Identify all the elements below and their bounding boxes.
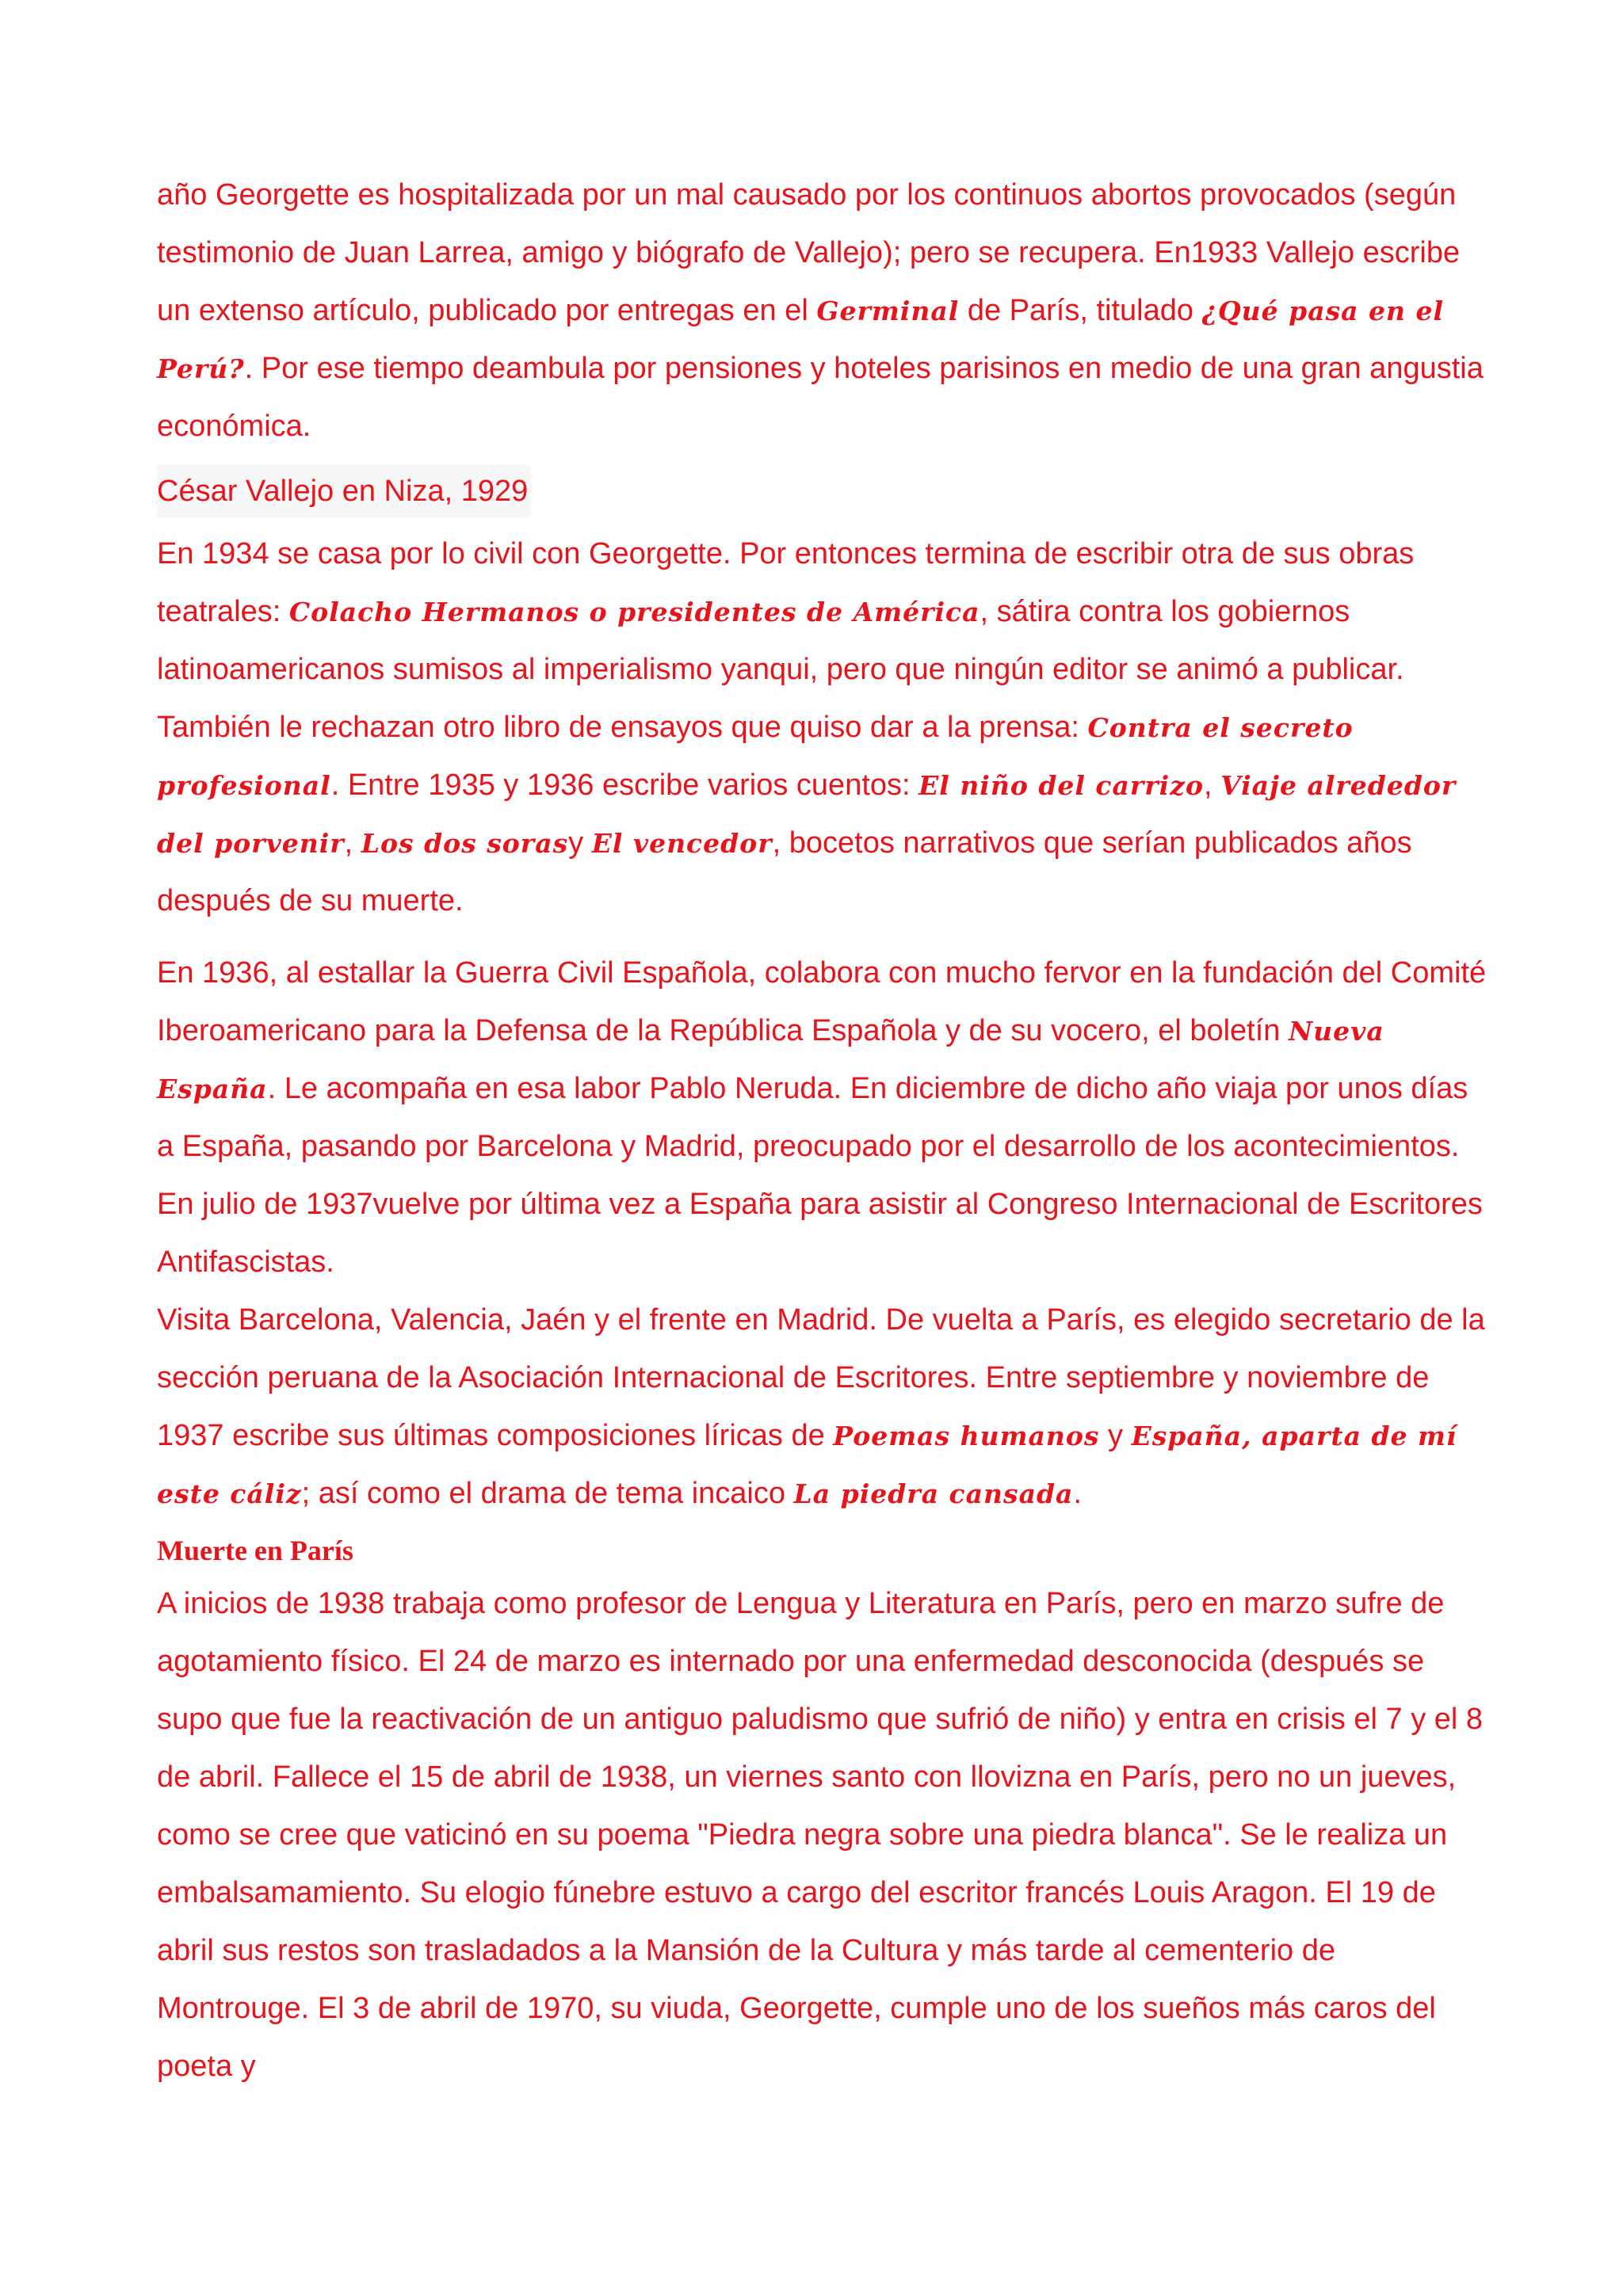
text-run: , — [1203, 769, 1221, 802]
title-el-nino-del-carrizo: El niño del carrizo — [918, 770, 1204, 801]
title-los-dos-soras: Los dos soras — [361, 828, 569, 859]
text-run: , bocetos narrativos que serían publicados años después de su muerte. — [157, 826, 1412, 917]
title-viaje-alrededor-del-porvenir: Viaje alrededor del porvenir — [157, 770, 1457, 859]
paragraph-2 — [157, 525, 1488, 930]
text-run: Visita Barcelona, Valencia, Jaén y el frente en Madrid. De vuelta a París, es elegido secretario de la sección peruana de la Asociación Internacional de Escritores. Entre septiembre y noviembre de 1937 escribe sus últimas composiciones líricas de — [157, 1303, 1485, 1452]
section-heading: Muerte en París — [157, 1535, 353, 1566]
title-poemas-humanos: Poemas humanos — [833, 1421, 1100, 1451]
text-run: . Entre 1935 y 1936 escribe varios cuentos: — [330, 769, 919, 802]
text-run: año Georgette es hospitalizada por un mal causado por los continuos abortos provocados (según testimonio de Juan Larrea, amigo y biógrafo de Vallejo); pero se recupera. En1933 Vallejo escribe un extenso artículo, publicado por entregas en el — [157, 178, 1461, 327]
text-run: ; así como el drama de tema incaico — [301, 1477, 794, 1510]
text-run: En 1934 se casa por lo civil con Georgette. Por entonces termina de escribir otra de sus obras teatrales: — [157, 537, 1415, 628]
text-run: . — [1073, 1477, 1083, 1510]
text-run: de París, titulado — [959, 294, 1202, 327]
title-colacho-hermanos: Colacho Hermanos o presidentes de América — [288, 597, 980, 627]
title-nueva-espana: Nueva España — [157, 1016, 1384, 1104]
text-run: . Por ese tiempo deambula por pensiones y hoteles parisinos en medio de una gran angustia económica. — [157, 352, 1484, 443]
title-espana-aparta-de-mi-este-caliz: España, aparta de mí este cáliz — [157, 1421, 1457, 1509]
title-contra-el-secreto-profesional: Contra el secreto profesional — [157, 712, 1354, 801]
text-run: En 1936, al estallar la Guerra Civil Española, colabora con mucho fervor en la fundación del Comité Iberoamericano para la Defensa de la República Española y de su vocero, el boletín — [157, 956, 1487, 1047]
text-run: . Le acompaña en esa labor Pablo Neruda. En diciembre de dicho año viaja por unos días a España, pasando por Barcelona y Madrid, preocupado por el desarrollo de los acontecimientos. En julio de 1937vuelve por última vez a España para asistir al Congreso Internacional de Escritores Antifascistas. — [157, 1072, 1483, 1279]
title-el-vencedor: El vencedor — [591, 828, 773, 859]
title-germinal: Germinal — [816, 296, 960, 326]
paragraph-5: A inicios de 1938 trabaja como profesor de Lengua y Literatura en París, pero en marzo sufre de agotamiento físico. El 24 de marzo es internado por una enfermedad desconocida (después se supo que fue la reactivación de un antiguo paludismo que sufrió de niño) y entra en crisis el 7 y el 8 de abril. Fallece el 15 de abril de 1938, un viernes santo con llovizna en París, pero no un jueves, como se cree que vaticinó en su poema "Piedra negra sobre una piedra blanca". Se le realiza un embalsamamiento. Su elogio fúnebre estuvo a cargo del escritor francés Louis Aragon. El 19 de abril sus restos son trasladados a la Mansión de la Cultura y más tarde al cementerio de Montrouge. El 3 de abril de 1970, su viuda, Georgette, cumple uno de los sueños más caros del poeta y — [157, 1587, 1484, 2083]
paragraph-1 — [157, 166, 1488, 456]
text-run: y — [568, 826, 592, 860]
text-run: , sátira contra los gobiernos latinoamericanos sumisos al imperialismo yanqui, pero que ningún editor se animó a publicar. También le rechazan otro libro de ensayos que quiso dar a la prensa: — [157, 595, 1404, 744]
text-run: y — [1099, 1419, 1132, 1452]
title-la-piedra-cansada: La piedra cansada — [793, 1478, 1074, 1509]
text-run: , — [344, 826, 361, 860]
title-que-pasa-en-el-peru: ¿Qué pasa en el Perú? — [157, 296, 1445, 384]
paragraph-3 — [157, 944, 1488, 1291]
paragraph-4 — [157, 1291, 1488, 1523]
image-caption: César Vallejo en Niza, 1929 — [157, 465, 531, 517]
document-body — [157, 166, 1488, 2096]
